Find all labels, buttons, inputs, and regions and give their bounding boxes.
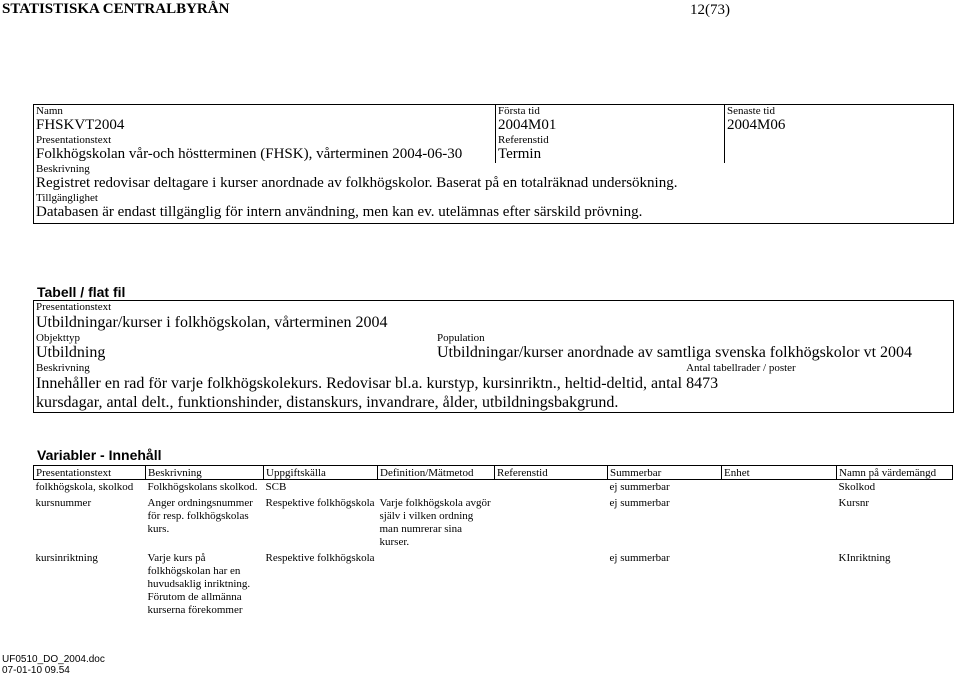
page-number: 12(73) (690, 2, 730, 18)
referenstid-value: Termin (498, 146, 542, 162)
senaste-tid-cell (725, 105, 954, 164)
tabell-presentationstext-cell (34, 301, 954, 333)
table-row (34, 480, 953, 497)
presentationstext-value: Folkhögskolan vår-och höstterminen (FHSK), vårterminen 2004-06-30 (36, 146, 463, 162)
cell-referenstid (495, 551, 608, 619)
cell-beskrivning: Varje kurs på folkhögskolan har en huvudsaklig inriktning. Förutom de allmänna kurserna förekommer (147, 552, 251, 616)
variabler-table (33, 465, 953, 619)
cell-referenstid (495, 480, 608, 497)
col-header-definition: Definition/Mätmetod (378, 466, 495, 480)
table-row (34, 496, 953, 551)
presentationstext-cell (34, 134, 496, 163)
cell-uppgiftskalla: Respektive folkhögskola (265, 497, 375, 509)
senaste-tid-value: 2004M06 (727, 117, 786, 133)
beskrivning-label: Beskrivning (36, 163, 90, 175)
tabell-title: Tabell / flat fil (37, 284, 126, 300)
population-label: Population (437, 332, 485, 344)
objekttyp-cell (34, 332, 436, 362)
col-header-enhet: Enhet (722, 466, 837, 480)
referenstid-label: Referenstid (498, 134, 549, 146)
objekttyp-label: Objekttyp (36, 332, 80, 344)
forsta-tid-value: 2004M01 (498, 117, 557, 133)
forsta-tid-cell (496, 105, 725, 135)
cell-enhet (722, 480, 837, 497)
tillganglighet-value: Databasen är endast tillgänglig för intern användning, men kan ev. utelämnas efter särskild prövning. (36, 204, 643, 220)
beskrivning-cell (34, 163, 954, 224)
table-row (34, 551, 953, 619)
cell-uppgiftskalla: SCB (265, 481, 287, 493)
col-header-presentationstext: Presentationstext (34, 466, 146, 480)
namn-label: Namn (36, 105, 63, 117)
col-header-namn: Namn på värdemängd (837, 466, 953, 480)
namn-cell (34, 105, 496, 135)
tabell-presentationstext-value: Utbildningar/kurser i folkhögskolan, vårterminen 2004 (36, 314, 388, 331)
org-name: STATISTISKA CENTRALBYRÅN (2, 1, 230, 17)
forsta-tid-label: Första tid (498, 105, 540, 117)
col-header-uppgiftskalla: Uppgiftskälla (264, 466, 378, 480)
cell-namn: KInriktning (838, 552, 891, 564)
tabell-beskrivning-line2: kursdagar, antal delt., funktionshinder, distanskurs, invandrare, ålder, utbildningsbakgrund. (36, 394, 619, 411)
cell-definition (378, 480, 495, 497)
col-header-summerbar: Summerbar (608, 466, 722, 480)
cell-enhet (722, 551, 837, 619)
cell-definition: Varje folkhögskola avgör själv i vilken ordning man numrerar sina kurser. (379, 497, 491, 548)
cell-summerbar: ej summerbar (609, 552, 670, 564)
cell-enhet (722, 496, 837, 551)
variabler-header-row (34, 466, 953, 480)
antal-cell (684, 362, 953, 413)
cell-presentationstext: kursinriktning (35, 552, 98, 564)
namn-value: FHSKVT2004 (36, 117, 125, 133)
cell-namn: Skolkod (838, 481, 876, 493)
cell-summerbar: ej summerbar (609, 497, 670, 509)
presentationstext-label: Presentationstext (36, 134, 112, 146)
cell-summerbar: ej summerbar (609, 481, 670, 493)
tillganglighet-label: Tillgänglighet (36, 192, 98, 204)
beskrivning-value: Registret redovisar deltagare i kurser anordnade av folkhögskolor. Baserat på en totalräknad undersökning. (36, 175, 678, 191)
cell-uppgiftskalla: Respektive folkhögskola (265, 552, 375, 564)
cell-beskrivning: Folkhögskolans skolkod. (147, 481, 258, 493)
cell-namn: Kursnr (838, 497, 870, 509)
objekttyp-value: Utbildning (36, 344, 106, 361)
referenstid-cell (496, 134, 725, 163)
tabell-beskrivning-cell (34, 362, 685, 413)
antal-value: 8473 (686, 375, 719, 392)
footer-filename: UF0510_DO_2004.doc (2, 654, 105, 665)
meta-table (33, 104, 954, 224)
cell-definition (378, 551, 495, 619)
tabell-beskrivning-label: Beskrivning (36, 362, 90, 374)
cell-presentationstext: folkhögskola, skolkod (35, 481, 134, 493)
population-value: Utbildningar/kurser anordnade av samtliga svenska folkhögskolor vt 2004 (437, 344, 913, 361)
antal-label: Antal tabellrader / poster (686, 362, 796, 374)
variabler-title: Variabler - Innehåll (37, 447, 162, 463)
cell-referenstid (495, 496, 608, 551)
col-header-beskrivning: Beskrivning (146, 466, 264, 480)
senaste-tid-label: Senaste tid (727, 105, 775, 117)
cell-beskrivning: Anger ordningsnummer för resp. folkhögskolas kurs. (147, 497, 253, 535)
col-header-referenstid: Referenstid (495, 466, 608, 480)
footer-datetime: 07-01-10 09.54 (2, 665, 70, 676)
tabell-table (33, 300, 954, 413)
tabell-presentationstext-label: Presentationstext (36, 301, 112, 313)
tabell-beskrivning-line1: Innehåller en rad för varje folkhögskolekurs. Redovisar bl.a. kurstyp, kursinriktn., heltid-deltid, antal (36, 375, 683, 392)
population-cell (435, 332, 954, 362)
cell-presentationstext: kursnummer (35, 497, 92, 509)
